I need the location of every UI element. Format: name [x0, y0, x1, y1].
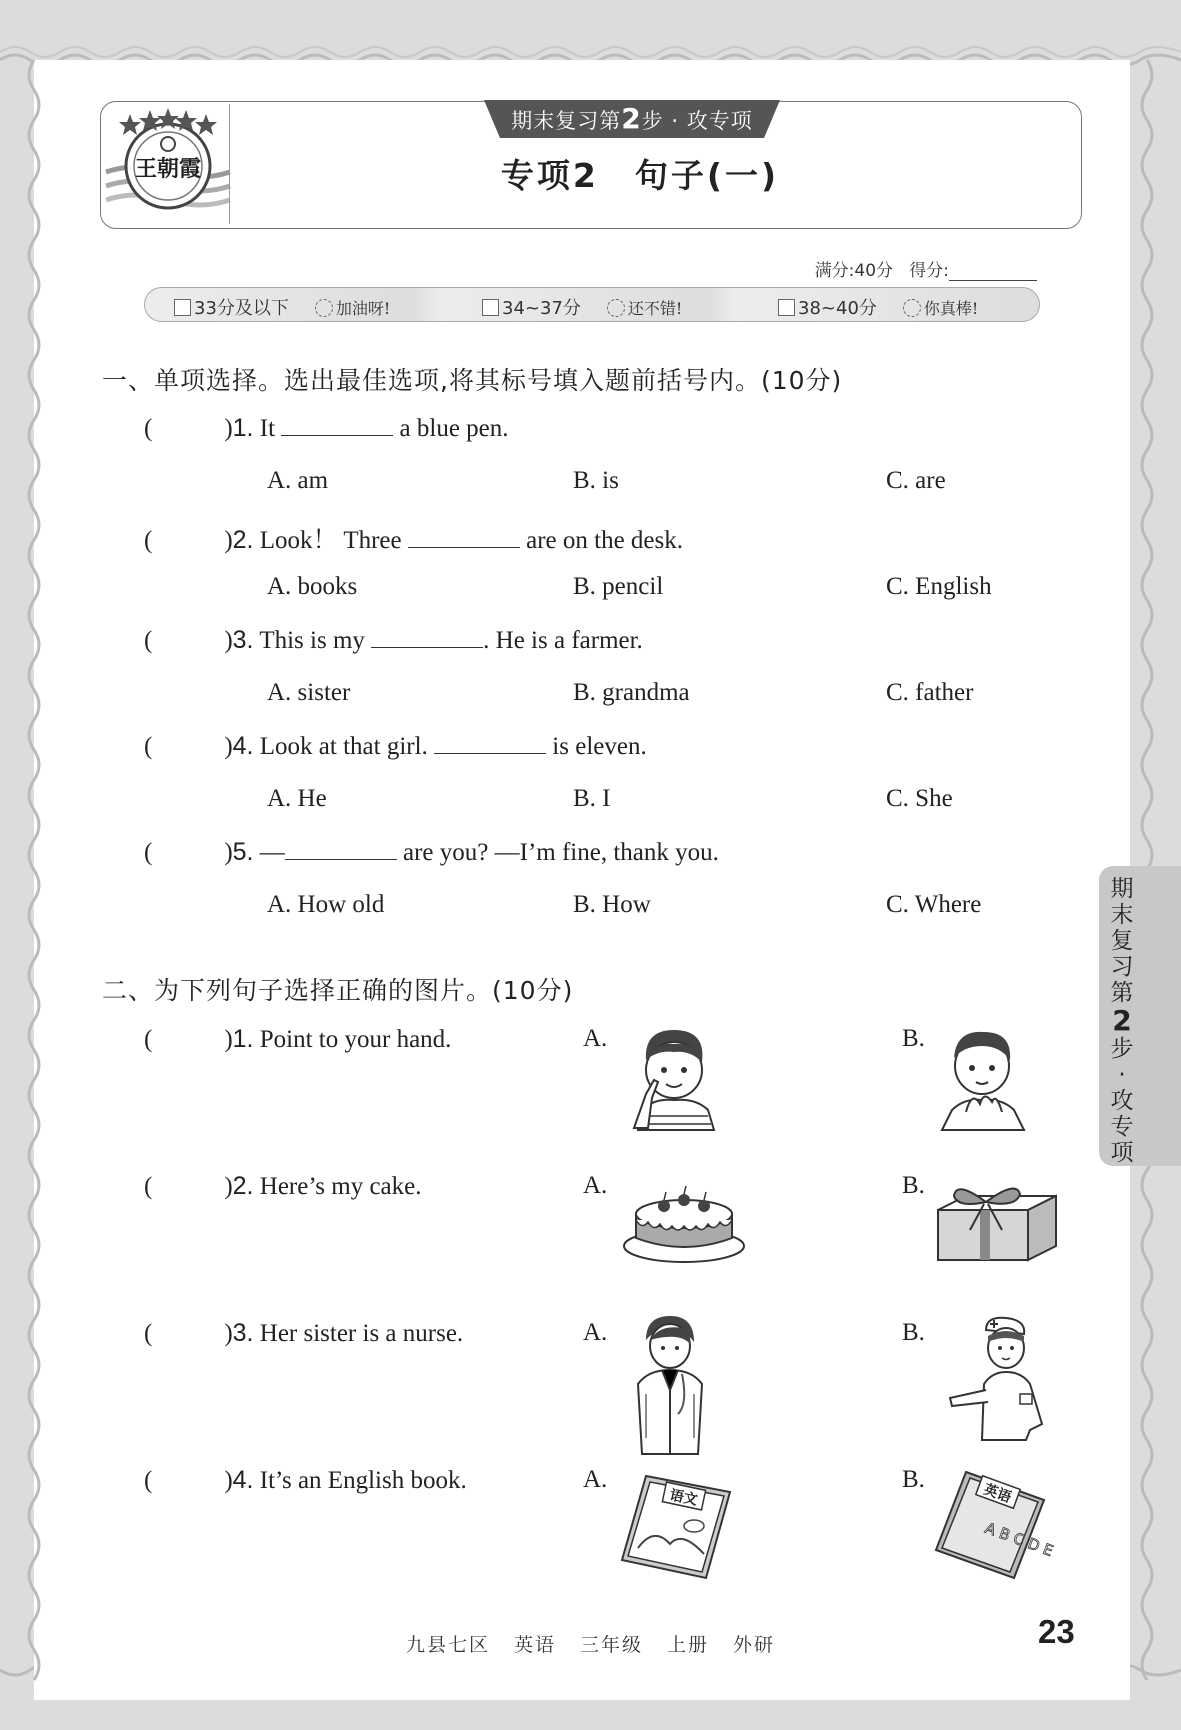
score-line — [815, 256, 1037, 281]
question-number: 5. — [232, 838, 254, 866]
s1-q4-option-c: C. She — [886, 785, 953, 812]
fill-blank[interactable] — [408, 527, 520, 548]
question-text: Look！ Three — [259, 527, 402, 554]
question-text: Look at that girl. — [259, 733, 428, 760]
s1-question-3: ( )3. This is my . He is a farmer. — [144, 626, 643, 654]
side-tab-step: 2 — [1112, 1004, 1132, 1037]
rating-message: 加油呀! — [335, 299, 391, 318]
side-tab-label — [1108, 876, 1136, 1166]
rating-range: 33分及以下 — [194, 298, 289, 319]
banner-prefix: 期末复习第 — [511, 109, 622, 133]
full-score-label: 满分:40分 — [814, 261, 894, 281]
rating-checkbox[interactable] — [482, 299, 499, 316]
question-number: 3. — [232, 626, 254, 654]
boy-with-hands-picture — [932, 1024, 1032, 1130]
s1-q3-option-a: A. sister — [267, 679, 351, 706]
question-text: . He is a farmer. — [483, 627, 643, 654]
question-number: 4. — [232, 732, 254, 760]
question-number: 4. — [232, 1466, 254, 1494]
s1-q4-option-a: A. He — [267, 785, 327, 812]
question-text: It — [259, 415, 276, 442]
footer-grade: 三年级 — [579, 1634, 643, 1656]
face-icon — [903, 299, 921, 317]
s1-question-5: ( )5. — are you? —I’m fine, thank you. — [144, 838, 719, 866]
book-label-english: 英语 — [981, 1481, 1014, 1507]
face-icon — [315, 299, 333, 317]
rating-item-3 — [778, 294, 978, 320]
got-score-label: 得分: — [909, 261, 949, 281]
footer-subject: 英语 — [513, 1634, 556, 1656]
footer-region: 九县七区 — [405, 1634, 490, 1656]
fill-blank[interactable] — [434, 733, 546, 754]
rating-range: 38~40分 — [798, 298, 877, 319]
footer-term: 上册 — [667, 1634, 710, 1656]
s1-q3-option-b: B. grandma — [573, 679, 690, 706]
s2-q2-option-a: A. — [583, 1172, 608, 1199]
question-text: Here’s my cake. — [259, 1173, 422, 1200]
rating-item-1 — [174, 294, 390, 320]
s1-question-2: ( )2. Look！ Three are on the desk. — [144, 526, 684, 554]
rating-checkbox[interactable] — [174, 299, 191, 316]
publisher-logo — [104, 104, 232, 224]
footer-edition: 外研 — [733, 1634, 776, 1656]
boy-pointing-to-face-picture — [624, 1024, 724, 1130]
s2-question-3: ( )3. Her sister is a nurse. — [144, 1319, 464, 1347]
nurse-picture — [946, 1314, 1050, 1440]
fill-blank[interactable] — [281, 415, 393, 436]
gift-box-picture — [936, 1180, 1058, 1264]
s2-q3-option-a: A. — [583, 1319, 608, 1346]
s2-question-2: ( )2. Here’s my cake. — [144, 1172, 422, 1200]
wavy-border-left — [10, 0, 50, 1730]
english-book-picture — [934, 1470, 1056, 1580]
s1-question-4: ( )4. Look at that girl. is eleven. — [144, 732, 647, 760]
s1-q1-option-a: A. am — [267, 467, 329, 494]
rating-message: 还不错! — [627, 299, 683, 318]
s1-question-1: ( )1. It a blue pen. — [144, 414, 509, 442]
s1-q1-option-c: C. are — [886, 467, 946, 494]
page-number: 23 — [1038, 1613, 1075, 1650]
cake-picture — [622, 1176, 746, 1266]
side-tab-prefix: 期 末 复 习 第 — [1110, 876, 1134, 1006]
question-number: 1. — [232, 414, 254, 442]
rating-range: 34~37分 — [502, 298, 581, 319]
rating-checkbox[interactable] — [778, 299, 795, 316]
s2-q3-option-b: B. — [902, 1319, 925, 1346]
section-2-title: 二、为下列句子选择正确的图片。(10分) — [102, 976, 574, 1005]
question-text: — — [259, 839, 285, 866]
rating-item-2 — [482, 294, 682, 320]
section-1-title: 一、单项选择。选出最佳选项,将其标号填入题前括号内。(10分) — [102, 366, 843, 395]
question-text: are you? —I’m fine, thank you. — [403, 839, 719, 866]
fill-blank[interactable] — [371, 627, 483, 648]
question-text: are on the desk. — [526, 527, 684, 554]
footer — [0, 1630, 1181, 1657]
question-number: 3. — [232, 1319, 254, 1347]
s1-q2-option-c: C. English — [886, 573, 992, 600]
s2-q4-option-a: A. — [583, 1466, 608, 1493]
s2-q1-option-a: A. — [583, 1025, 608, 1052]
banner-suffix: 步 · 攻专项 — [641, 109, 753, 133]
question-text: Her sister is a nurse. — [259, 1320, 464, 1347]
s1-q3-option-c: C. father — [886, 679, 974, 706]
s2-q4-option-b: B. — [902, 1466, 925, 1493]
logo-divider — [229, 104, 230, 224]
s1-q2-option-a: A. books — [267, 573, 358, 600]
score-blank[interactable] — [949, 262, 1037, 281]
s1-q2-option-b: B. pencil — [573, 573, 664, 600]
question-number: 2. — [232, 1172, 254, 1200]
question-text: This is my — [259, 627, 365, 654]
page-title: 专项2 句子(一) — [500, 156, 780, 195]
question-text: a blue pen. — [399, 415, 509, 442]
rating-message: 你真棒! — [923, 299, 979, 318]
question-number: 1. — [232, 1025, 254, 1053]
wavy-border-right — [1131, 0, 1171, 1730]
book-label-chinese: 语文 — [668, 1487, 699, 1509]
logo-text: 王朝霞 — [134, 156, 202, 182]
face-icon — [607, 299, 625, 317]
book-abc-letters: A B C D E — [982, 1518, 1056, 1561]
fill-blank[interactable] — [285, 839, 397, 860]
s1-q5-option-a: A. How old — [267, 891, 385, 918]
s1-q1-option-b: B. is — [573, 467, 619, 494]
s2-q2-option-b: B. — [902, 1172, 925, 1199]
s1-q5-option-b: B. How — [573, 891, 651, 918]
s2-question-1: ( )1. Point to your hand. — [144, 1025, 452, 1053]
s2-q1-option-b: B. — [902, 1025, 925, 1052]
chinese-book-picture — [620, 1474, 732, 1580]
question-number: 2. — [232, 526, 254, 554]
s1-q4-option-b: B. I — [573, 785, 611, 812]
side-tab-suffix: 步 · 攻 专 项 — [1110, 1036, 1134, 1166]
question-text: is eleven. — [552, 733, 647, 760]
question-text: It’s an English book. — [259, 1467, 467, 1494]
banner-label — [484, 100, 780, 138]
banner-step: 2 — [621, 102, 642, 135]
s2-question-4: ( )4. It’s an English book. — [144, 1466, 467, 1494]
doctor-picture — [632, 1314, 708, 1454]
s1-q5-option-c: C. Where — [886, 891, 982, 918]
question-text: Point to your hand. — [259, 1026, 452, 1053]
